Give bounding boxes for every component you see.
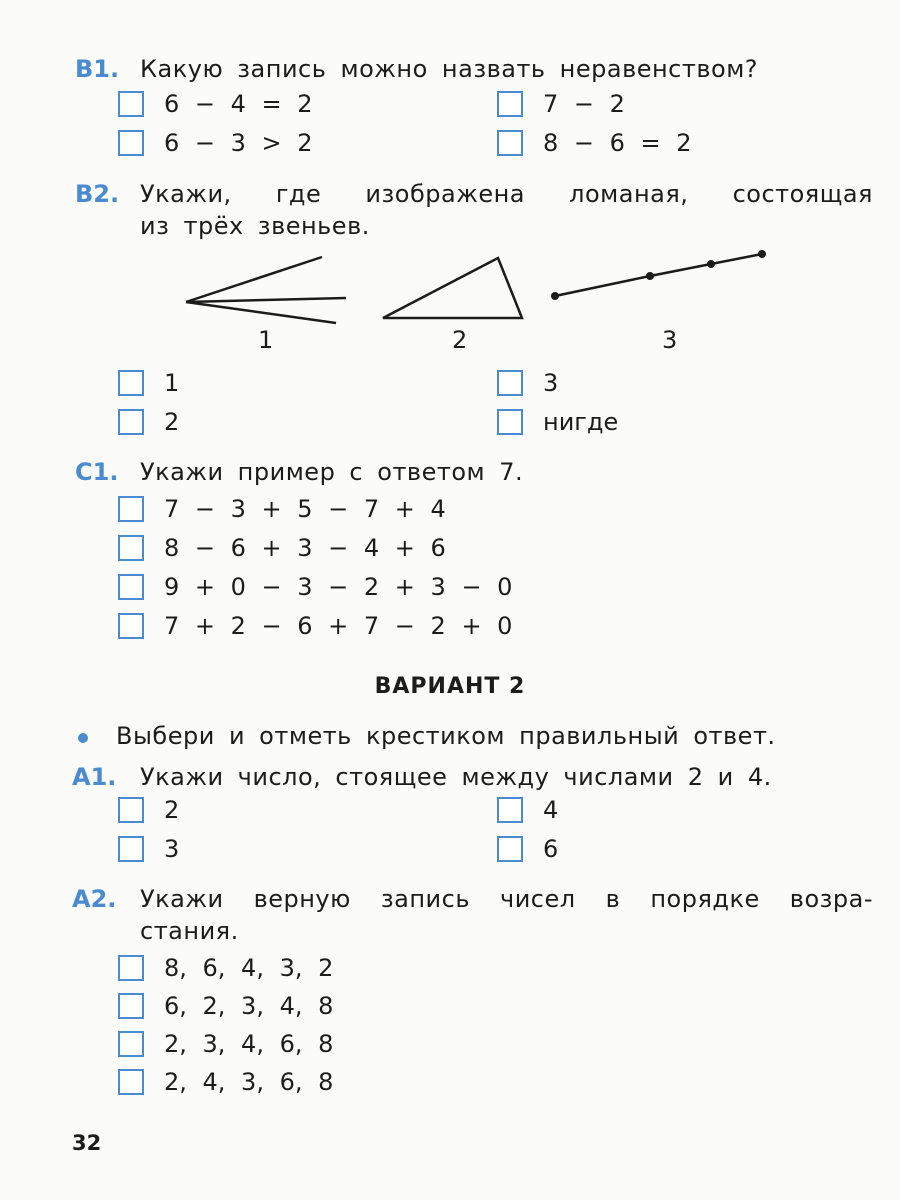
figure-label-3: 3 xyxy=(662,326,678,354)
variant-heading: ВАРИАНТ 2 xyxy=(374,674,526,699)
task-label-a2: A2. xyxy=(72,885,117,913)
task-a2-question-line1: Укажи верную запись чисел в порядке возра- xyxy=(140,885,873,913)
option-text: 6 − 3 > 2 xyxy=(164,129,313,157)
a1-option-1[interactable] xyxy=(118,795,179,825)
checkbox[interactable] xyxy=(497,409,523,435)
option-text: 2 xyxy=(164,796,180,824)
task-b1-question: Какую запись можно назвать неравенством? xyxy=(140,55,759,83)
task-a2-question-line2: стания. xyxy=(140,917,239,945)
b1-option-3[interactable] xyxy=(118,128,313,158)
option-text: 3 xyxy=(164,835,180,863)
a1-option-2[interactable] xyxy=(497,795,558,825)
option-text: 8 − 6 + 3 − 4 + 6 xyxy=(164,534,446,562)
figure-label-2: 2 xyxy=(452,326,468,354)
figure-label-1: 1 xyxy=(258,326,274,354)
option-text: нигде xyxy=(543,408,619,436)
option-text: 2, 4, 3, 6, 8 xyxy=(164,1068,334,1096)
checkbox[interactable] xyxy=(118,409,144,435)
c1-option-3[interactable] xyxy=(118,572,512,602)
task-b2-question-line1: Укажи, где изображена ломаная, состоящая xyxy=(140,180,873,208)
checkbox[interactable] xyxy=(497,91,523,117)
a2-option-2[interactable] xyxy=(118,991,333,1021)
checkbox[interactable] xyxy=(497,836,523,862)
b2-option-3[interactable] xyxy=(118,407,179,437)
checkbox[interactable] xyxy=(118,613,144,639)
option-text: 6 − 4 = 2 xyxy=(164,90,313,118)
checkbox[interactable] xyxy=(118,955,144,981)
checkbox[interactable] xyxy=(118,797,144,823)
a1-option-3[interactable] xyxy=(118,834,179,864)
task-label-b1: B1. xyxy=(75,55,120,83)
b1-option-4[interactable] xyxy=(497,128,692,158)
option-text: 4 xyxy=(543,796,559,824)
checkbox[interactable] xyxy=(497,797,523,823)
figure-3-polyline xyxy=(551,250,766,300)
b2-option-1[interactable] xyxy=(118,368,179,398)
checkbox[interactable] xyxy=(497,130,523,156)
option-text: 7 + 2 − 6 + 7 − 2 + 0 xyxy=(164,612,513,640)
figure-2-triangle xyxy=(383,258,522,318)
task-b2-question-line2: из трёх звеньев. xyxy=(140,212,370,240)
task-label-a1: A1. xyxy=(72,763,117,791)
option-text: 3 xyxy=(543,369,559,397)
figure-1-angle xyxy=(186,257,346,323)
option-text: 7 − 3 + 5 − 7 + 4 xyxy=(164,495,446,523)
checkbox[interactable] xyxy=(118,130,144,156)
task-label-b2: B2. xyxy=(75,180,120,208)
option-text: 6 xyxy=(543,835,559,863)
a2-option-3[interactable] xyxy=(118,1029,333,1059)
instruction: Выбери и отметь крестиком правильный ответ. xyxy=(116,722,776,750)
b2-option-4[interactable] xyxy=(497,407,618,437)
option-text: 8, 6, 4, 3, 2 xyxy=(164,954,334,982)
page-number: 32 xyxy=(72,1131,102,1155)
option-text: 6, 2, 3, 4, 8 xyxy=(164,992,334,1020)
option-text: 2, 3, 4, 6, 8 xyxy=(164,1030,334,1058)
option-text: 2 xyxy=(164,408,180,436)
task-a1-question: Укажи число, стоящее между числами 2 и 4. xyxy=(140,763,772,791)
checkbox[interactable] xyxy=(118,1069,144,1095)
figures xyxy=(0,240,900,340)
checkbox[interactable] xyxy=(118,574,144,600)
bullet-icon xyxy=(78,733,88,743)
option-text: 7 − 2 xyxy=(543,90,625,118)
c1-option-1[interactable] xyxy=(118,494,446,524)
b1-option-2[interactable] xyxy=(497,89,625,119)
option-text: 8 − 6 = 2 xyxy=(543,129,692,157)
checkbox[interactable] xyxy=(497,370,523,396)
c1-option-2[interactable] xyxy=(118,533,446,563)
task-c1-question: Укажи пример с ответом 7. xyxy=(140,458,524,486)
checkbox[interactable] xyxy=(118,993,144,1019)
b1-option-1[interactable] xyxy=(118,89,313,119)
a2-option-1[interactable] xyxy=(118,953,333,983)
option-text: 9 + 0 − 3 − 2 + 3 − 0 xyxy=(164,573,513,601)
option-text: 1 xyxy=(164,369,180,397)
checkbox[interactable] xyxy=(118,535,144,561)
c1-option-4[interactable] xyxy=(118,611,512,641)
checkbox[interactable] xyxy=(118,836,144,862)
checkbox[interactable] xyxy=(118,496,144,522)
a2-option-4[interactable] xyxy=(118,1067,333,1097)
a1-option-4[interactable] xyxy=(497,834,558,864)
task-label-c1: C1. xyxy=(75,458,119,486)
checkbox[interactable] xyxy=(118,91,144,117)
b2-option-2[interactable] xyxy=(497,368,558,398)
checkbox[interactable] xyxy=(118,370,144,396)
checkbox[interactable] xyxy=(118,1031,144,1057)
